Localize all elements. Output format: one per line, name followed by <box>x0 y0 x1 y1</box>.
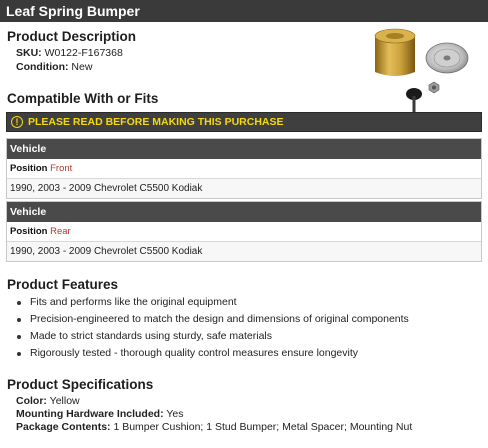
spec-contents-row <box>16 421 412 433</box>
spec-hardware-value: Yes <box>166 408 184 420</box>
list-item <box>0 328 409 345</box>
feature-text: Fits and performs like the original equipment <box>30 296 237 308</box>
position-label: Position <box>10 163 48 174</box>
position-label: Position <box>10 226 48 237</box>
condition-row <box>16 61 92 73</box>
spec-contents-value: 1 Bumper Cushion; 1 Stud Bumper; Metal Spacer; Mounting Nut <box>113 421 413 433</box>
purchase-warning-text: PLEASE READ BEFORE MAKING THIS PURCHASE <box>28 116 284 128</box>
list-item <box>0 294 409 311</box>
feature-text: Precision-engineered to match the design and dimensions of original components <box>30 313 409 325</box>
product-features-heading: Product Features <box>7 277 119 292</box>
purchase-warning-banner <box>6 112 482 132</box>
vehicle-header: Vehicle <box>7 139 481 159</box>
vehicle-model-row: 1990, 2003 - 2009 Chevrolet C5500 Kodiak <box>7 179 481 198</box>
product-description-heading: Product Description <box>7 29 137 44</box>
product-specifications-heading: Product Specifications <box>7 377 154 392</box>
list-item <box>0 345 409 362</box>
spec-hardware-label: Mounting Hardware Included: <box>16 408 164 420</box>
bullet-icon <box>17 352 21 356</box>
vehicle-table-rear <box>6 201 482 262</box>
feature-text: Made to strict standards using sturdy, safe materials <box>30 330 272 342</box>
spec-contents-label: Package Contents: <box>16 421 111 433</box>
bullet-icon <box>17 318 21 322</box>
list-item <box>0 311 409 328</box>
product-image <box>365 24 483 116</box>
sku-label: SKU: <box>16 47 42 59</box>
spec-color-value: Yellow <box>49 395 80 407</box>
compatible-heading: Compatible With or Fits <box>7 91 159 106</box>
spec-color-row <box>16 395 80 407</box>
vehicle-position-row <box>7 159 481 179</box>
vehicle-table-front <box>6 138 482 199</box>
sku-row <box>16 47 123 59</box>
bullet-icon <box>17 335 21 339</box>
condition-value: New <box>71 61 93 73</box>
spec-hardware-row <box>16 408 183 420</box>
sku-value: W0122-F167368 <box>44 47 123 59</box>
position-value: Front <box>50 163 73 174</box>
exclamation-icon: ! <box>11 116 23 128</box>
feature-text: Rigorously tested - thorough quality control measures ensure longevity <box>30 347 359 359</box>
vehicle-position-row <box>7 222 481 242</box>
vehicle-header: Vehicle <box>7 202 481 222</box>
position-value: Rear <box>50 226 71 237</box>
condition-label: Condition: <box>16 61 69 73</box>
bullet-icon <box>17 301 21 305</box>
spec-color-label: Color: <box>16 395 47 407</box>
vehicle-model-row: 1990, 2003 - 2009 Chevrolet C5500 Kodiak <box>7 242 481 261</box>
features-list <box>0 294 409 362</box>
page-title: Leaf Spring Bumper <box>0 0 488 22</box>
